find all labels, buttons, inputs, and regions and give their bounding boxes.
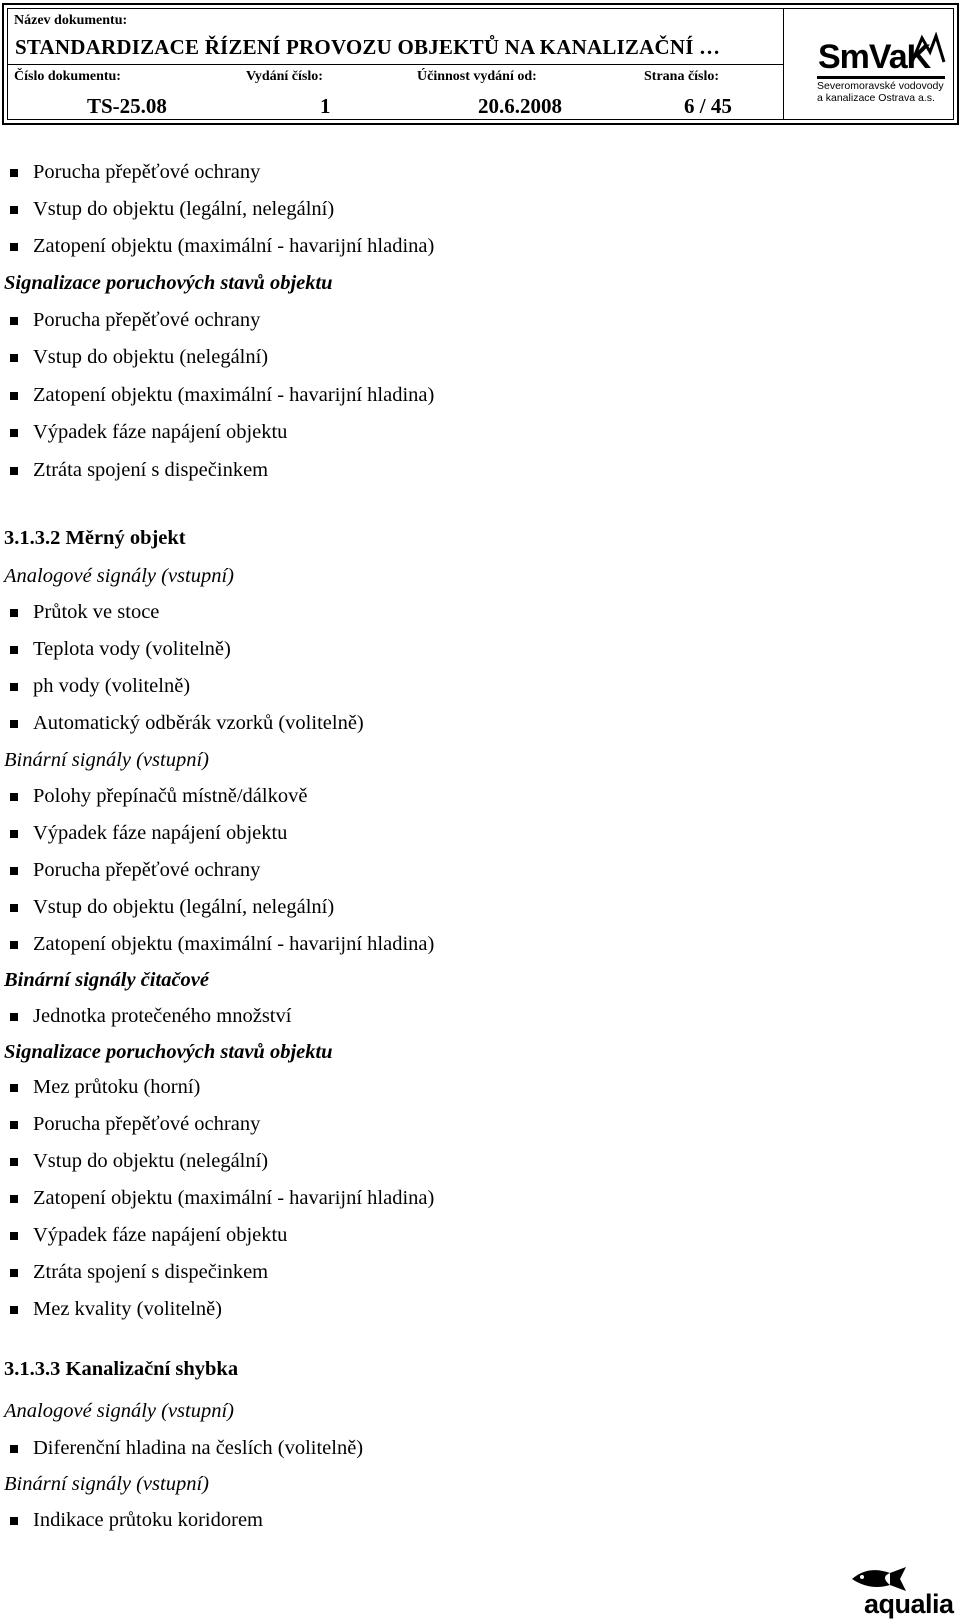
section-heading-siphon: 3.1.3.3 Kanalizační shybka (4, 1358, 239, 1380)
header-divider (8, 64, 783, 65)
issue-label: Vydání číslo: (246, 69, 323, 84)
analog-heading: Analogové signály (vstupní) (4, 565, 235, 587)
page-label: Strana číslo: (644, 69, 720, 84)
binary-heading: Binární signály (vstupní) (4, 749, 209, 771)
list-item: Zatopení objektu (maximální - havarijní hladina) (4, 1186, 434, 1210)
page-number: 6 / 45 (684, 94, 732, 118)
list-item: Teplota vody (volitelně) (4, 637, 231, 661)
aqualia-wordmark: aqualia (864, 1589, 954, 1619)
header-logo-divider (783, 9, 784, 119)
list-item: Diferenční hladina na česlích (volitelně) (4, 1436, 363, 1460)
list-item: Zatopení objektu (maximální - havarijní hladina) (4, 932, 434, 956)
list-item: Porucha přepěťové ochrany (4, 858, 260, 882)
doc-number-label: Číslo dokumentu: (14, 69, 121, 84)
list-item: Průtok ve stoce (4, 600, 159, 624)
list-item: Vstup do objektu (legální, nelegální) (4, 895, 334, 919)
faults-heading: Signalizace poruchových stavů objektu (4, 1041, 333, 1063)
analog-heading: Analogové signály (vstupní) (4, 1400, 235, 1422)
smvak-logo (812, 38, 952, 108)
issue-number: 1 (320, 94, 331, 118)
effective-date: 20.6.2008 (478, 94, 562, 118)
logo-subtitle-2: a kanalizace Ostrava a.s. (817, 92, 935, 104)
list-item: ph vody (volitelně) (4, 674, 190, 698)
list-item: Indikace průtoku koridorem (4, 1508, 263, 1532)
list-item: Ztráta spojení s dispečinkem (4, 458, 268, 482)
logo-bar (817, 76, 945, 79)
list-item: Zatopení objektu (maximální - havarijní hladina) (4, 234, 434, 258)
doc-number: TS-25.08 (87, 94, 167, 118)
list-item: Vstup do objektu (nelegální) (4, 345, 268, 369)
list-item: Jednotka protečeného množství (4, 1004, 291, 1028)
section-heading-measuring (4, 526, 186, 550)
list-item: Výpadek fáze napájení objektu (4, 821, 287, 845)
effective-label: Účinnost vydání od: (417, 69, 537, 84)
list-item: Zatopení objektu (maximální - havarijní hladina) (4, 383, 434, 407)
list-item: Mez kvality (volitelně) (4, 1297, 222, 1321)
aqualia-logo (850, 1565, 960, 1622)
counter-heading: Binární signály čitačové (4, 969, 209, 991)
list-item: Mez průtoku (horní) (4, 1075, 200, 1099)
list-item: Porucha přepěťové ochrany (4, 160, 260, 184)
list-item: Vstup do objektu (legální, nelegální) (4, 197, 334, 221)
list-item: Výpadek fáze napájení objektu (4, 420, 287, 444)
list-item: Ztráta spojení s dispečinkem (4, 1260, 268, 1284)
list-item: Automatický odběrák vzorků (volitelně) (4, 711, 364, 735)
list-item: Porucha přepěťové ochrany (4, 1112, 260, 1136)
drop-icon (908, 32, 948, 66)
logo-subtitle-1: Severomoravské vodovody (817, 80, 944, 92)
list-item: Polohy přepínačů místně/dálkově (4, 784, 307, 808)
faults-heading: Signalizace poruchových stavů objektu (4, 272, 333, 294)
smvak-logo-text: SmVaK (818, 38, 931, 76)
doc-name-label: Název dokumentu: (14, 13, 128, 28)
list-item: Porucha přepěťové ochrany (4, 308, 260, 332)
section-number: 3.1.3.2 (4, 527, 61, 549)
binary-heading: Binární signály (vstupní) (4, 1473, 209, 1495)
list-item: Vstup do objektu (nelegální) (4, 1149, 268, 1173)
section-title: Měrný objekt (65, 527, 186, 549)
list-item: Výpadek fáze napájení objektu (4, 1223, 287, 1247)
doc-title: STANDARDIZACE ŘÍZENÍ PROVOZU OBJEKTŮ NA KANALIZAČNÍ … (15, 35, 721, 59)
